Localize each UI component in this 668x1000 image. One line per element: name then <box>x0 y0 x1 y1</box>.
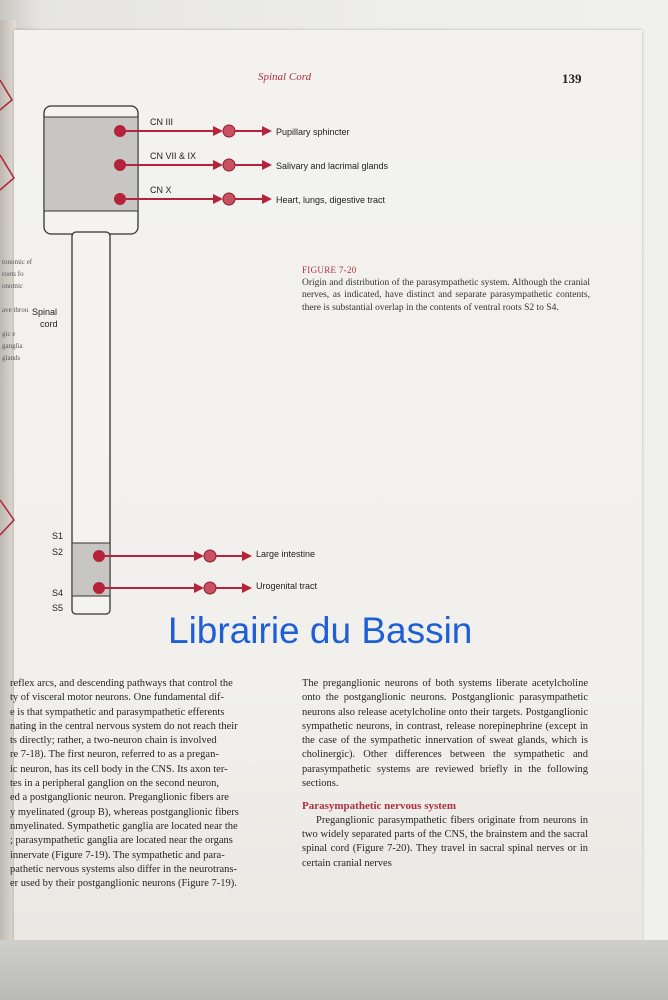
segment-label-s2: S2 <box>52 547 64 557</box>
text-line: ed a postganglionic neuron. Preganglionic fibers are <box>10 792 229 804</box>
margin-fragment: ganglia <box>2 342 23 350</box>
body-text-left-column <box>10 677 276 891</box>
preganglionic-neuron <box>114 159 126 171</box>
running-head: Spinal Cord <box>258 71 312 83</box>
margin-fragment: tonomic ef <box>2 258 33 266</box>
section-heading: Parasympathetic nervous system <box>302 800 456 813</box>
preganglionic-neuron <box>93 550 105 562</box>
margin-fragment: glands <box>2 354 21 362</box>
target-pupillary-sphincter: Pupillary sphincter <box>276 127 350 137</box>
preganglionic-neuron <box>114 193 126 205</box>
text-line: ; parasympathetic ganglia are located near the organs <box>10 835 233 847</box>
ganglion <box>223 193 235 205</box>
text-line: tes in a peripheral ganglion on the second neuron, <box>10 778 220 790</box>
page-number: 139 <box>562 71 582 86</box>
body-paragraph: The preganglionic neurons of both systems liberate acetylcholine onto the postganglionic neurons. Postganglionic parasympathetic neurons also release acetylcholine onto their targets. Postganglionic sympathetic neurons, in contrast, release norepinephrine (except in the case of the sympathetic innervation of sweat glands, which is cholinergic). Other differences between the sympathetic and parasympathetic systems are reviewed briefly in the following sections. <box>302 678 588 790</box>
text-line: ts directly; rather, a two-neuron chain is involved <box>10 735 217 747</box>
pathway-urogenital <box>93 582 250 594</box>
caption-text: Origin and distribution of the parasympathetic system. Although the cranial nerves, as indicated, have distinct and separate parasympathetic contents, there is substantial overlap in the contents of ventral roots S2 to S4. <box>302 277 590 313</box>
ganglion <box>204 582 216 594</box>
target-salivary-lacrimal: Salivary and lacrimal glands <box>276 161 389 171</box>
body-paragraph: Preganglionic parasympathetic fibers originate from neurons in two widely separated parts of the CNS, the brainstem and the sacral spinal cord (Figure 7-20). They travel in sacral spinal nerves or in certain cranial nerves <box>302 814 588 869</box>
margin-fragment: ave throu <box>2 306 29 314</box>
margin-fragment: roots fo <box>2 270 24 278</box>
ganglion <box>223 125 235 137</box>
text-line: e is that sympathetic and parasympathetic efferents <box>10 706 225 718</box>
margin-fragment: onomic <box>2 282 23 290</box>
ganglion <box>204 550 216 562</box>
target-large-intestine: Large intestine <box>256 549 316 559</box>
pathway-large-intestine <box>93 550 250 562</box>
segment-label-s5: S5 <box>52 603 64 613</box>
figure-caption <box>302 264 590 314</box>
spinal-cord-label: cord <box>40 319 58 329</box>
nerve-label-cn7-9: CN VII & IX <box>150 151 197 161</box>
segment-label-s4: S4 <box>52 588 64 598</box>
target-urogenital-tract: Urogenital tract <box>256 581 318 591</box>
body-text-right-column <box>302 677 588 871</box>
text-line: y myelinated (group B), whereas postganglionic fibers <box>10 806 239 818</box>
target-heart-lungs: Heart, lungs, digestive tract <box>276 195 386 205</box>
facing-page-arrow <box>0 500 14 535</box>
text-line: er used by their postganglionic neurons (Figure 7-19). <box>10 878 237 890</box>
text-line: nating in the central nervous system do not reach their <box>10 720 238 732</box>
watermark: Librairie du Bassin <box>168 610 473 651</box>
facing-page-arrow <box>0 155 14 190</box>
spinal-cord-label: Spinal <box>32 307 58 317</box>
facing-page-arrow <box>0 80 12 110</box>
text-line: re 7-18). The first neuron, referred to as a pregan- <box>10 749 219 761</box>
text-line: ic neuron, has its cell body in the CNS. Its axon ter- <box>10 763 228 775</box>
preganglionic-neuron <box>114 125 126 137</box>
text-line: pathetic nervous systems also differ in the neurotrans- <box>10 863 237 875</box>
text-line: nmyelinated. Sympathetic ganglia are located near the <box>10 820 238 832</box>
preganglionic-neuron <box>93 582 105 594</box>
nerve-label-cn3: CN III <box>150 117 174 127</box>
margin-fragment: gic e <box>2 330 16 338</box>
ganglion <box>223 159 235 171</box>
nerve-label-cn10: CN X <box>150 185 172 195</box>
text-line: innervate (Figure 7-19). The sympathetic and para- <box>10 849 225 861</box>
segment-label-s1: S1 <box>52 531 64 541</box>
text-line: ty of visceral motor neurons. One fundamental dif- <box>10 692 225 704</box>
figure-number: FIGURE 7-20 <box>302 265 357 275</box>
text-line: reflex arcs, and descending pathways that control the <box>10 678 233 689</box>
